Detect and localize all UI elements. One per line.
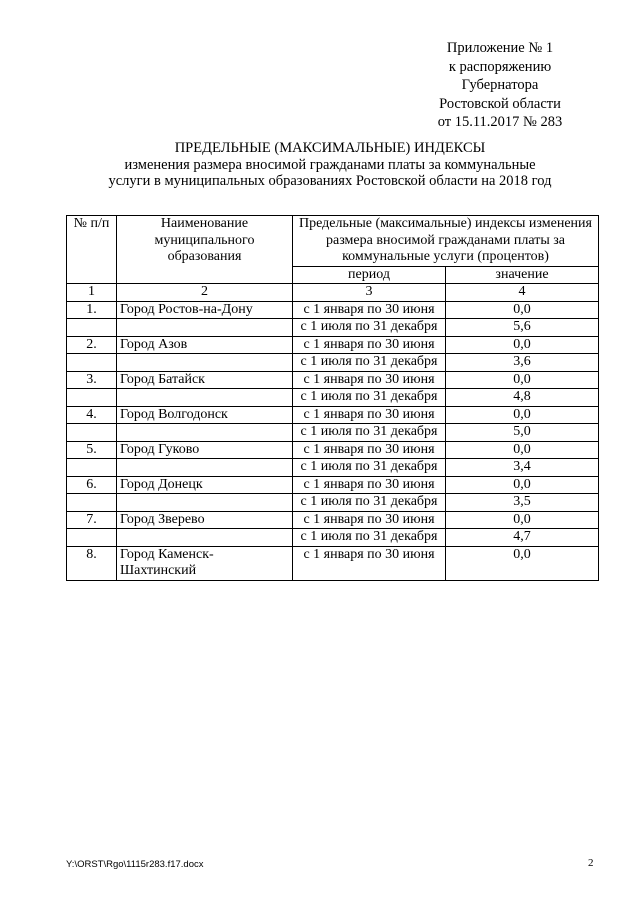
title-main: ПРЕДЕЛЬНЫЕ (МАКСИМАЛЬНЫЕ) ИНДЕКСЫ [174,140,486,156]
period-first-half: с 1 января по 30 июня [293,336,446,354]
period-second-half: с 1 июля по 31 декабря [293,459,446,477]
municipality-name: Город Гуково [117,441,293,459]
period-first-half: с 1 января по 30 июня [293,546,446,580]
row-number: 3. [67,371,117,389]
empty-cell [117,389,293,407]
period-first-half: с 1 января по 30 июня [293,301,446,319]
municipality-name: Город Каменск-Шахтинский [117,546,293,580]
value-first-half: 0,0 [446,406,599,424]
municipality-name: Город Зверево [117,511,293,529]
appendix-line: Губернатора [461,77,539,93]
header-num: № п/п [67,216,117,284]
empty-cell [117,319,293,337]
table-row [67,459,599,477]
value-second-half: 5,6 [446,319,599,337]
period-second-half: с 1 июля по 31 декабря [293,319,446,337]
period-first-half: с 1 января по 30 июня [293,371,446,389]
municipality-name: Город Азов [117,336,293,354]
header-value: значение [446,266,599,284]
table-row [67,354,599,372]
empty-cell [117,354,293,372]
table-row [67,546,599,580]
empty-cell [117,529,293,547]
table-row [67,441,599,459]
empty-cell [67,494,117,512]
title-line-2: изменения размера вносимой гражданами платы за коммунальные [124,156,536,173]
period-second-half: с 1 июля по 31 декабря [293,529,446,547]
document-title [80,140,580,190]
value-first-half: 0,0 [446,441,599,459]
column-numbers-row [67,284,599,302]
empty-cell [117,424,293,442]
period-second-half: с 1 июля по 31 декабря [293,354,446,372]
indices-table-body [67,216,599,581]
value-first-half: 0,0 [446,546,599,580]
table-row [67,424,599,442]
period-first-half: с 1 января по 30 июня [293,441,446,459]
period-first-half: с 1 января по 30 июня [293,511,446,529]
row-number: 5. [67,441,117,459]
header-name: Наименование муниципального образования [117,216,293,284]
table-row [67,336,599,354]
table-row [67,494,599,512]
period-second-half: с 1 июля по 31 декабря [293,389,446,407]
appendix-line: к распоряжению [448,58,552,75]
page-number: 2 [588,857,594,869]
period-first-half: с 1 января по 30 июня [293,406,446,424]
empty-cell [117,494,293,512]
row-number: 6. [67,476,117,494]
appendix-line: от 15.11.2017 № 283 [437,114,563,130]
value-second-half: 3,4 [446,459,599,477]
table-row [67,511,599,529]
empty-cell [117,459,293,477]
table-row [67,406,599,424]
row-number: 1. [67,301,117,319]
value-second-half: 4,7 [446,529,599,547]
row-number: 4. [67,406,117,424]
municipality-name: Город Ростов-на-Дону [117,301,293,319]
value-second-half: 4,8 [446,389,599,407]
colnum: 1 [67,284,117,302]
table-row [67,389,599,407]
row-number: 8. [67,546,117,580]
appendix-line: Ростовской области [439,95,561,112]
value-second-half: 3,5 [446,494,599,512]
municipality-name: Город Донецк [117,476,293,494]
table-row [67,529,599,547]
indices-table [66,215,599,581]
row-number: 2. [67,336,117,354]
period-first-half: с 1 января по 30 июня [293,476,446,494]
table-row [67,371,599,389]
value-second-half: 3,6 [446,354,599,372]
empty-cell [67,529,117,547]
colnum: 3 [293,284,446,302]
value-first-half: 0,0 [446,336,599,354]
value-first-half: 0,0 [446,476,599,494]
table-row [67,301,599,319]
empty-cell [67,459,117,477]
value-second-half: 5,0 [446,424,599,442]
row-number: 7. [67,511,117,529]
period-second-half: с 1 июля по 31 декабря [293,494,446,512]
value-first-half: 0,0 [446,371,599,389]
empty-cell [67,354,117,372]
empty-cell [67,389,117,407]
appendix-line: Приложение № 1 [446,40,554,56]
colnum: 2 [117,284,293,302]
municipality-name: Город Батайск [117,371,293,389]
value-first-half: 0,0 [446,301,599,319]
table-row [67,319,599,337]
value-first-half: 0,0 [446,511,599,529]
title-line-3: услуги в муниципальных образованиях Ростовской области на 2018 год [108,173,552,189]
header-period: период [293,266,446,284]
header-row [67,216,599,267]
empty-cell [67,424,117,442]
appendix-block [410,39,590,132]
header-index: Предельные (максимальные) индексы изменения размера вносимой гражданами платы за коммунальные услуги (процентов) [293,216,599,267]
municipality-name: Город Волгодонск [117,406,293,424]
table-row [67,476,599,494]
footer-file-path: Y:\ORST\Rgo\1115r283.f17.docx [66,859,204,870]
colnum: 4 [446,284,599,302]
empty-cell [67,319,117,337]
period-second-half: с 1 июля по 31 декабря [293,424,446,442]
